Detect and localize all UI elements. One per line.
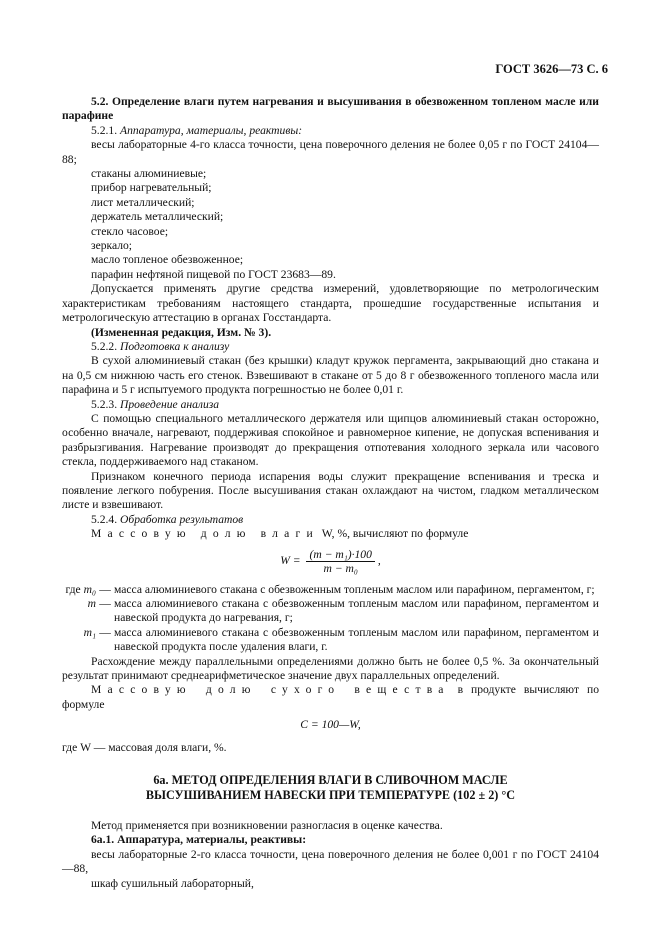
list-item: шкаф сушильный лабораторный, [91, 876, 254, 890]
formula-legend [62, 583, 599, 655]
list-item: лист металлический; [91, 195, 195, 209]
page-header: ГОСТ 3626—73 С. 6 [495, 62, 608, 76]
spaced-text: Массовую долю сухого вещества [91, 683, 450, 697]
formula-end: , [377, 553, 381, 567]
legend-text: масса алюминиевого стакана с обезвоженным топленым маслом или парафином, пергаментом и навеской продукта после удаления влаги, г. [114, 625, 599, 654]
subsection-5-2-2 [62, 340, 599, 354]
section-6a-title-line: 6а. МЕТОД ОПРЕДЕЛЕНИЯ ВЛАГИ В СЛИВОЧНОМ МАСЛЕ [153, 773, 508, 788]
dry-matter-intro [62, 683, 599, 712]
list-item: весы лабораторные 4-го класса точности, цена поверочного деления не более 0,05 г по ГОСТ 24104—88; [62, 138, 599, 166]
legend-dash: — [99, 597, 111, 610]
amendment-note: (Измененная редакция, Изм. № 3). [91, 325, 272, 339]
legend-dash: — [99, 582, 111, 596]
procedure-paragraph-1: С помощью специального металлического держателя или щипцов алюминиевый стакан осторожно, особенно вначале, нагревают, поддерживая спокойное и равномерное кипение, не допуская вспенивания и разбрызгивания. Нагревание производят до прекращения отпотевания холодного зеркала или часового стекла, поддерживаемого над стаканом. [62, 411, 599, 469]
equipment-list-2 [62, 848, 599, 891]
section-5-2-title: 5.2. Определение влаги путем нагревания и высушивания в обезвоженном топленом масле или парафине [62, 95, 599, 123]
subsection-number: 5.2.4. [91, 512, 120, 526]
legend-row [62, 626, 599, 655]
section-6a-title [62, 773, 599, 803]
list-item: масло топленое обезвоженное; [91, 253, 244, 267]
formula-numerator: (m − m₁)·100 [306, 548, 374, 562]
legend-row [62, 597, 599, 626]
list-item: стаканы алюминиевые; [91, 167, 207, 181]
subsection-number: 5.2.1. [91, 123, 120, 137]
subsection-title: Аппаратура, материалы, реактивы: [119, 123, 303, 137]
subsection-title: Обработка результатов [119, 512, 244, 526]
subsection-6a-1-title: 6а.1. Аппаратура, материалы, реактивы: [91, 833, 307, 847]
legend-dash: — [99, 625, 111, 639]
equipment-list-1 [62, 138, 599, 282]
subsection-5-2-3 [62, 398, 599, 412]
legend-text: масса алюминиевого стакана с обезвоженным топленым маслом или парафином, пергаментом, г; [114, 582, 595, 596]
legend-symbol: где m₀ [65, 582, 96, 596]
formula-denominator: m − m₀ [323, 561, 358, 575]
where-word: где [65, 582, 81, 596]
spaced-text: Массовую долю влаги [91, 527, 319, 541]
subsection-number: 5.2.3. [91, 397, 120, 411]
allowed-paragraph: Допускается применять другие средства измерений, удовлетворяющие по метрологическим характеристикам требованиям настоящего стандарта, прошедшие государственные испытания и метрологическую аттестацию в органах Госстандарта. [62, 282, 599, 325]
subsection-title: Проведение анализа [119, 397, 220, 411]
dry-matter-formula: C = 100—W, [300, 718, 361, 732]
list-item: стекло часовое; [91, 224, 169, 238]
calc-intro [62, 527, 599, 541]
preparation-paragraph: В сухой алюминиевый стакан (без крышки) кладут кружок пергамента, закрывающий дно стакана и на 0,5 см нижнюю часть его стенок. Взвешивают в стакане от 5 до 8 г обезвоженного топленого масла или парафина и 5 г испытуемого продукта погрешностью не более 0,01 г. [62, 354, 599, 397]
subsection-number: 5.2.2. [91, 339, 120, 353]
subsection-5-2-4 [62, 513, 599, 527]
method-note: Метод применяется при возникновении разногласия в оценке качества. [91, 819, 443, 833]
formula2-legend: где W — массовая доля влаги, %. [62, 740, 227, 754]
list-item: зеркало; [91, 239, 133, 253]
subsection-title: Подготовка к анализу [119, 339, 230, 353]
legend-symbol: m₁ [83, 625, 96, 639]
discrepancy-paragraph: Расхождение между параллельными определениями должно быть не более 0,5 %. За окончательный результат принимают среднеарифметическое значение двух параллельных определений. [62, 654, 599, 683]
calc-intro-rest: W, %, вычисляют по формуле [321, 527, 469, 541]
list-item: парафин нефтяной пищевой по ГОСТ 23683—89. [91, 267, 336, 281]
moisture-formula [62, 548, 599, 575]
formula-lhs: W = [280, 553, 301, 567]
list-item: держатель металлический; [91, 210, 224, 224]
legend-row [62, 583, 599, 597]
document-body [62, 95, 599, 891]
list-item: весы лабораторные 2-го класса точности, цена поверочного деления не более 0,001 г по ГОСТ 24104—88, [62, 847, 599, 876]
legend-text: масса алюминиевого стакана с обезвоженным топленым маслом или парафином, пергаментом и навеской продукта до нагревания, г; [114, 597, 599, 625]
section-6a-title-line: ВЫСУШИВАНИЕМ НАВЕСКИ ПРИ ТЕМПЕРАТУРЕ (102 ± 2) °С [145, 788, 516, 803]
subsection-5-2-1 [62, 124, 599, 138]
procedure-paragraph-2: Признаком конечного периода испарения воды служит прекращение вспенивания и треска и появление легкого побурения. После высушивания стакан охлаждают на чистом, гладком металлическом листе и взвешивают. [62, 469, 599, 512]
list-item: прибор нагревательный; [91, 181, 212, 195]
legend-symbol: m [87, 597, 96, 610]
formula-fraction [306, 548, 374, 575]
dry-intro-rest: в продукте вычисляют по формуле [62, 683, 599, 711]
